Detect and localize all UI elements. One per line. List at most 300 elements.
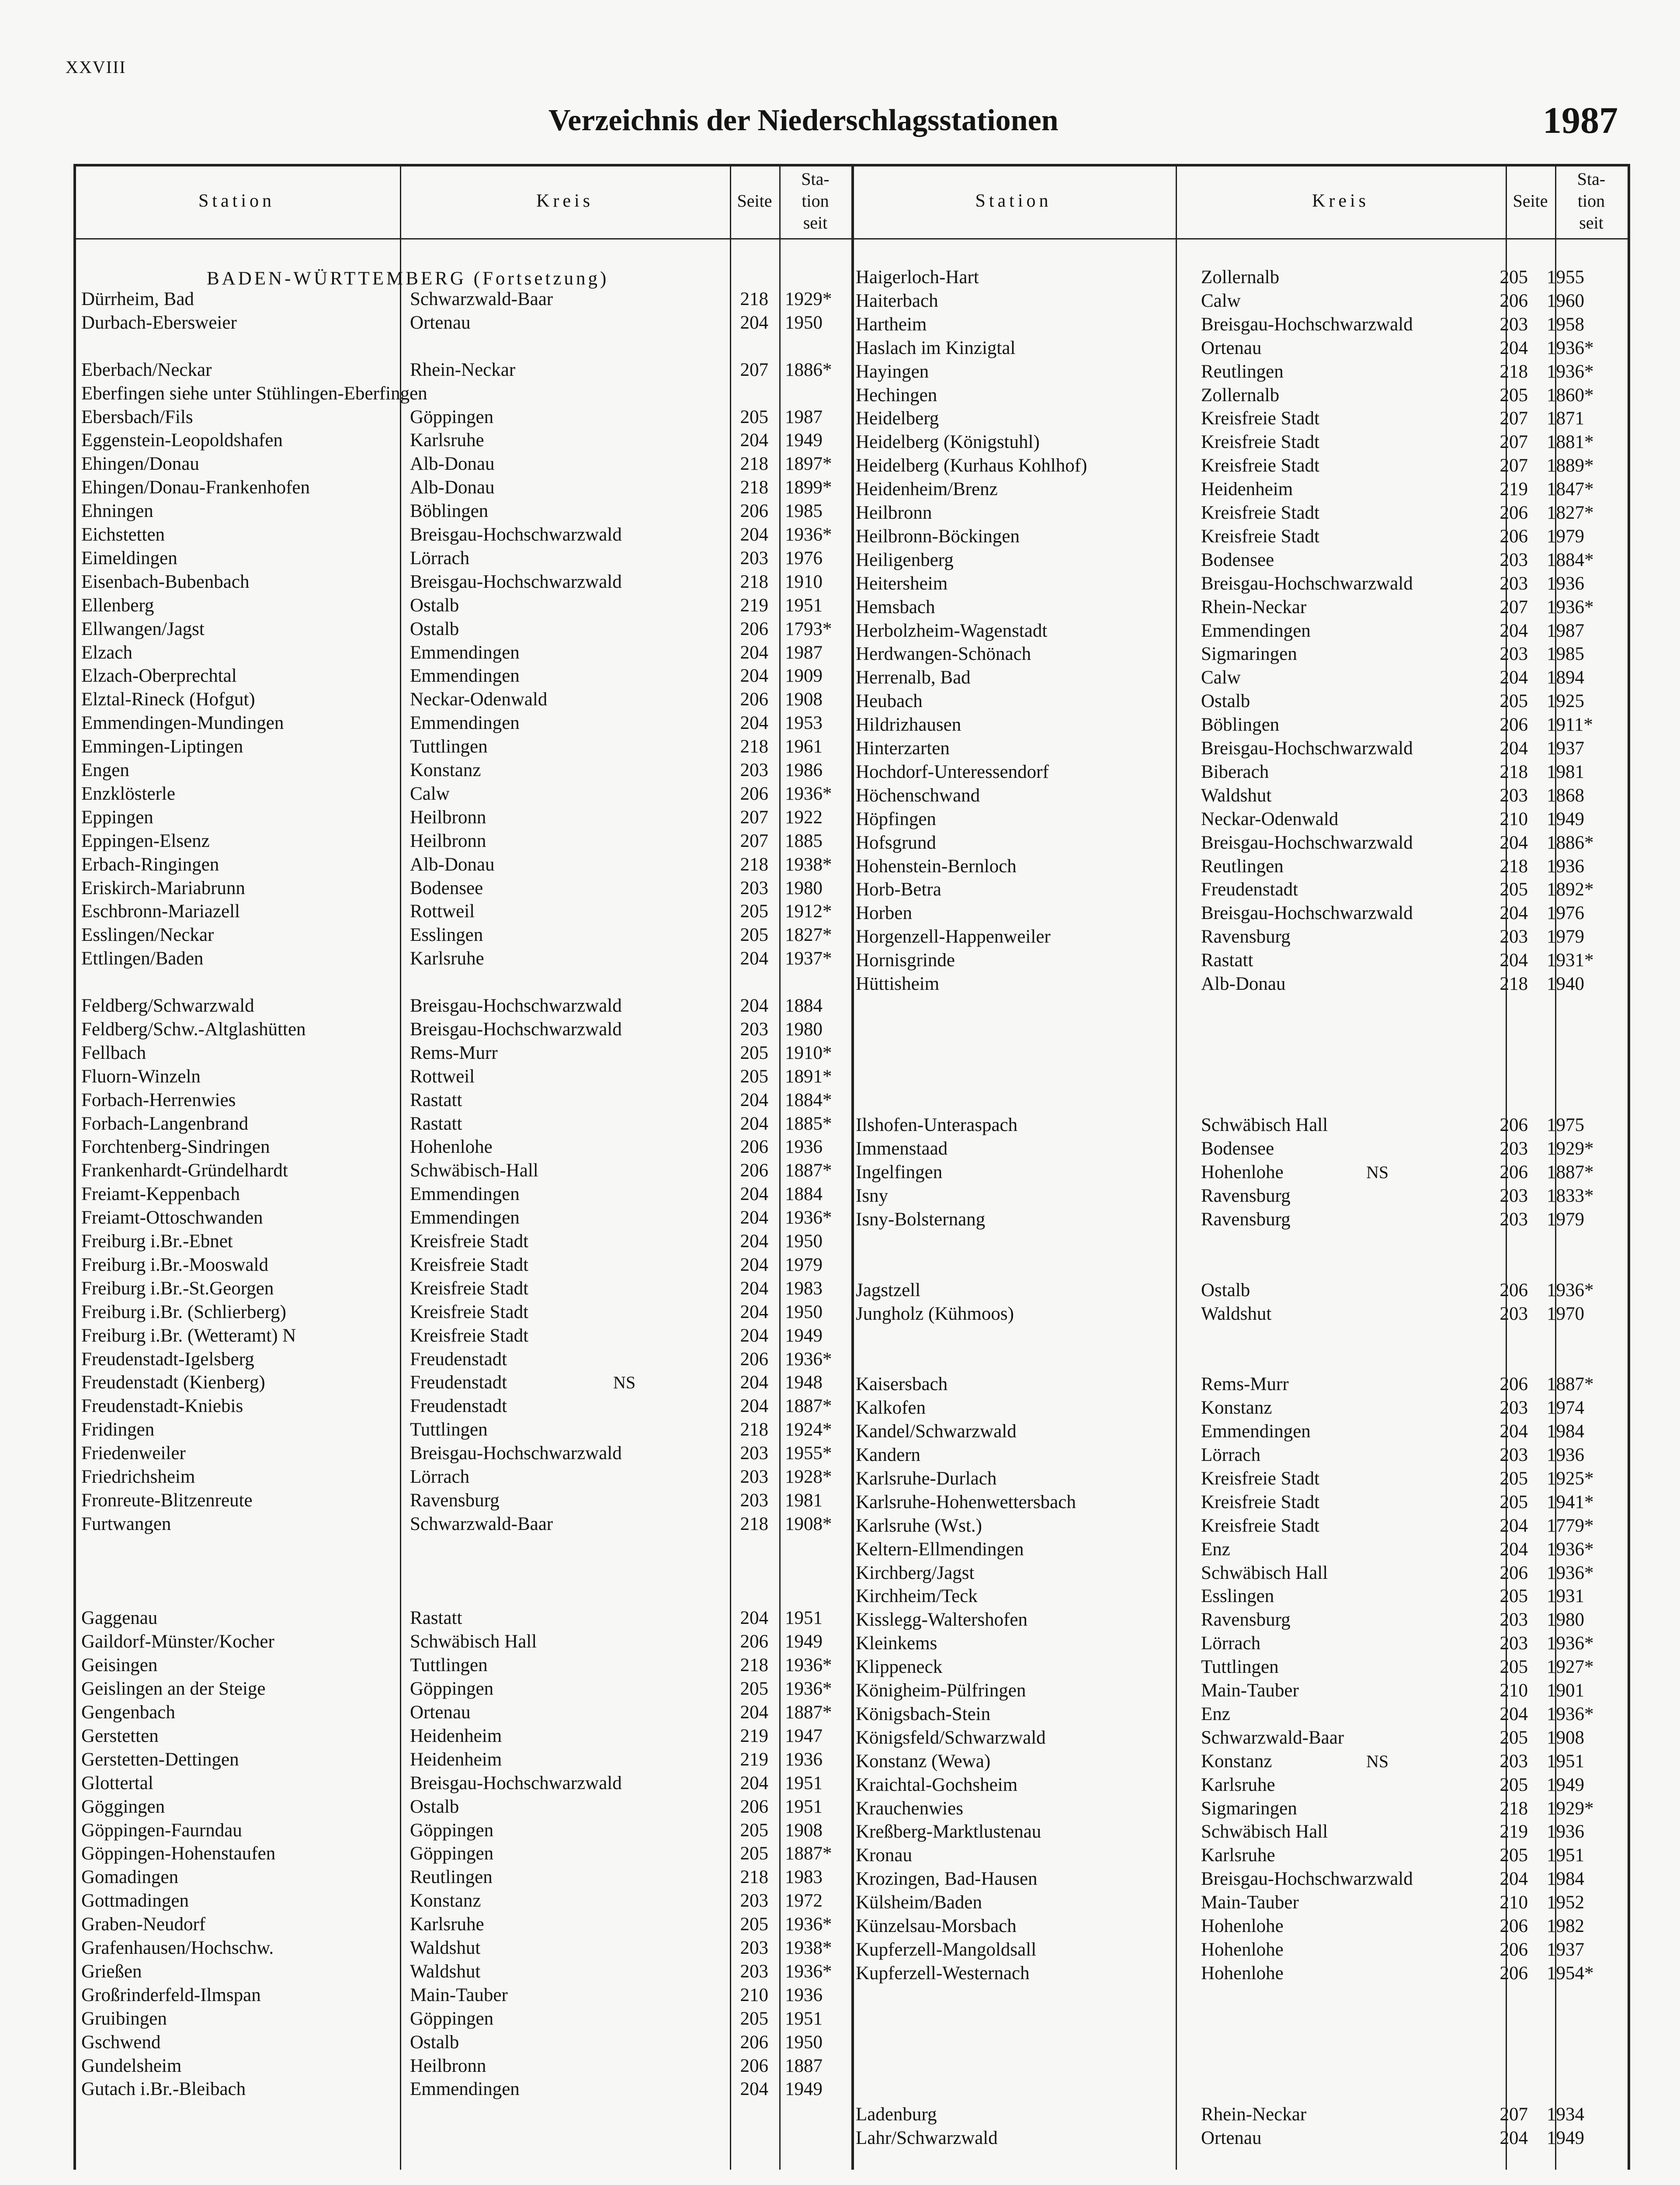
seite-number: 204 (740, 1702, 768, 1723)
kreis-name: Kreisfreie Stadt (1201, 1468, 1320, 1489)
since-year: 1985 (1547, 644, 1584, 665)
since-year: 1975 (1547, 1115, 1584, 1136)
table-row (73, 1489, 851, 1512)
station-name: Kirchheim/Teck (856, 1586, 978, 1607)
kreis-name: Emmendingen (410, 1207, 520, 1228)
station-name: Gundelsheim (81, 2055, 182, 2076)
since-year: 1927* (1547, 1657, 1594, 1678)
since-year: 1948 (785, 1372, 823, 1393)
seite-number: 203 (740, 1490, 768, 1511)
since-year: 1987 (785, 406, 823, 427)
table-row (73, 1371, 851, 1394)
seite-number: 203 (1500, 1138, 1528, 1159)
header-station: Station (198, 191, 275, 211)
kreis-name: Freudenstadt (410, 1349, 507, 1370)
table-row (73, 1135, 851, 1159)
kreis-name: Rastatt (1201, 950, 1253, 971)
station-name: Hechingen (856, 385, 937, 406)
kreis-name: Rastatt (410, 1089, 462, 1110)
station-name: Krauchenwies (856, 1798, 963, 1819)
seite-number: 218 (740, 454, 768, 475)
table-row (73, 1654, 851, 1677)
seite-number: 206 (740, 689, 768, 710)
since-year: 1938* (785, 854, 832, 875)
station-name: Eberbach/Neckar (81, 359, 212, 380)
seite-number: 204 (1500, 1869, 1528, 1890)
seite-number: 206 (1500, 1963, 1528, 1984)
table-row (73, 547, 851, 570)
kreis-name: Schwäbisch Hall (1201, 1115, 1328, 1136)
since-year: 1911* (1547, 714, 1593, 735)
since-year: 1887* (785, 1843, 832, 1864)
since-year: 1936* (1547, 1562, 1594, 1583)
kreis-name: Kreisfreie Stadt (1201, 1515, 1320, 1536)
since-year: 1889* (1547, 455, 1594, 476)
table-row (851, 713, 1629, 737)
since-year: 1936* (1547, 1703, 1594, 1724)
kreis-name: Lörrach (410, 548, 470, 569)
kreis-name: Bodensee (1201, 1138, 1274, 1159)
kreis-name: Kreisfreie Stadt (410, 1325, 529, 1346)
since-year: 1950 (785, 1301, 823, 1322)
kreis-name: Karlsruhe (410, 948, 484, 969)
table-row (73, 1206, 851, 1230)
header-seit-line2: tion (802, 191, 829, 211)
seite-number: 205 (740, 1679, 768, 1699)
station-name: Ladenburg (856, 2104, 937, 2125)
table-row (851, 266, 1629, 289)
since-year: 1955 (1547, 267, 1584, 288)
station-name: Herbolzheim-Wagenstadt (856, 620, 1048, 641)
station-name: Jagstzell (856, 1280, 921, 1301)
station-name: Eriskirch-Mariabrunn (81, 877, 245, 898)
station-name: Kronau (856, 1845, 912, 1866)
seite-number: 218 (1500, 1798, 1528, 1819)
seite-number: 205 (740, 901, 768, 922)
table-row (851, 1302, 1629, 1326)
seite-number: 203 (740, 1443, 768, 1464)
station-name: Haiterbach (856, 290, 938, 311)
since-year: 1951 (1547, 1751, 1584, 1772)
station-name: Geislingen an der Steige (81, 1679, 266, 1699)
since-year: 1979 (785, 1254, 823, 1275)
station-name: Haigerloch-Hart (856, 267, 979, 288)
station-name: Grießen (81, 1961, 142, 1982)
since-year: 1887* (785, 1160, 832, 1181)
since-year: 1936* (785, 1655, 832, 1676)
since-year: 1884 (785, 995, 823, 1016)
kreis-name: Ostalb (410, 1796, 459, 1817)
kreis-name: Breisgau-Hochschwarzwald (1201, 573, 1413, 594)
since-year: 1928* (785, 1467, 832, 1487)
table-row (73, 1041, 851, 1065)
station-name: Esslingen/Neckar (81, 925, 214, 946)
header-kreis: Kreis (1312, 191, 1369, 211)
station-name: Kupferzell-Mangoldsall (856, 1939, 1037, 1960)
kreis-name: Rhein-Neckar (1201, 597, 1307, 617)
seite-number: 205 (1500, 1491, 1528, 1512)
table-row (73, 1889, 851, 1913)
table-row (73, 759, 851, 782)
kreis-name: Main-Tauber (410, 1984, 508, 2005)
since-year: 1958 (1547, 314, 1584, 335)
station-name: Eichstetten (81, 524, 165, 545)
station-name: Forbach-Herrenwies (81, 1089, 236, 1110)
station-name: Göppingen-Faurndau (81, 1820, 242, 1841)
station-name: Eberfingen siehe unter Stühlingen-Eberfingen (81, 383, 427, 404)
since-year: 1979 (1547, 926, 1584, 947)
seite-number: 206 (740, 1631, 768, 1652)
kreis-name: Freudenstadt (1201, 879, 1298, 900)
station-name: Göggingen (81, 1796, 165, 1817)
seite-number: 204 (1500, 1539, 1528, 1560)
kreis-name: Heilbronn (410, 2055, 486, 2076)
kreis-name: Kreisfreie Stadt (1201, 455, 1320, 476)
since-year: 1936* (785, 1914, 832, 1935)
seite-number: 218 (740, 1513, 768, 1534)
table-row (851, 666, 1629, 690)
since-year: 1929* (1547, 1138, 1594, 1159)
since-year: 1885 (785, 830, 823, 851)
kreis-name: Ostalb (410, 595, 459, 616)
station-name: Krozingen, Bad-Hausen (856, 1869, 1038, 1890)
station-name: Höpfingen (856, 808, 936, 829)
header-station-seit (779, 164, 851, 238)
table-row (851, 737, 1629, 760)
kreis-name: Enz (1201, 1539, 1230, 1560)
kreis-name: Schwäbisch Hall (410, 1631, 537, 1652)
seite-number: 203 (1500, 1186, 1528, 1207)
since-year: 1976 (1547, 903, 1584, 924)
station-name: Karlsruhe (Wst.) (856, 1515, 982, 1536)
header-seit-line3: seit (803, 213, 828, 232)
station-name: Ebersbach/Fils (81, 406, 193, 427)
seite-number: 218 (1500, 761, 1528, 782)
since-year: 1908 (785, 689, 823, 710)
station-name: Ehningen (81, 501, 153, 522)
seite-number: 203 (1500, 1398, 1528, 1419)
station-name: Fellbach (81, 1042, 146, 1063)
table-row (73, 1677, 851, 1701)
seite-number: 218 (1500, 361, 1528, 382)
table-row (73, 1253, 851, 1277)
table-row (73, 2031, 851, 2054)
table-row (851, 855, 1629, 878)
seite-number: 219 (740, 595, 768, 616)
table-row (851, 1797, 1629, 1821)
seite-number: 205 (740, 925, 768, 946)
kreis-name: Schwäbisch-Hall (410, 1160, 538, 1181)
kreis-name: Tuttlingen (410, 736, 488, 757)
section-heading: BADEN-WÜRTTEMBERG (Fortsetzung) (207, 268, 609, 289)
station-name: Künzelsau-Morsbach (856, 1916, 1017, 1936)
station-name: Haslach im Kinzigtal (856, 337, 1016, 358)
since-year: 1922 (785, 807, 823, 828)
kreis-name: Rhein-Neckar (1201, 2104, 1307, 2125)
station-name: Eppingen (81, 807, 153, 828)
since-year: 1976 (785, 548, 823, 569)
station-name: Gottmadingen (81, 1890, 189, 1911)
since-year: 1924* (785, 1419, 832, 1440)
since-year: 1892* (1547, 879, 1594, 900)
seite-number: 206 (740, 501, 768, 522)
station-name: Freiburg i.Br. (Wetteramt) N (81, 1325, 296, 1346)
seite-number: 205 (1500, 1586, 1528, 1607)
seite-number: 204 (1500, 1421, 1528, 1442)
since-year: 1987 (785, 642, 823, 663)
station-name: Isny-Bolsternang (856, 1209, 986, 1230)
kreis-name: Emmendingen (410, 666, 520, 687)
station-name: Heidelberg (Königstuhl) (856, 432, 1040, 453)
since-year: 1860* (1547, 385, 1594, 406)
table-row (851, 1161, 1629, 1184)
station-name: Klippeneck (856, 1657, 943, 1678)
header-seite-label: Seite (737, 191, 772, 211)
seite-number: 204 (740, 312, 768, 333)
since-year: 1931* (1547, 950, 1594, 971)
table-row (851, 1608, 1629, 1632)
since-year: 1936* (1547, 1539, 1594, 1560)
table-row (73, 1795, 851, 1819)
table-row (851, 548, 1629, 572)
kreis-name: Rastatt (410, 1608, 462, 1629)
since-year: 1949 (785, 1325, 823, 1346)
station-name: Gaggenau (81, 1608, 158, 1629)
since-year: 1961 (785, 736, 823, 757)
table-row (73, 664, 851, 688)
kreis-name: Ravensburg (1201, 1609, 1291, 1630)
kreis-name: Ortenau (410, 1702, 471, 1723)
seite-number: 207 (740, 807, 768, 828)
station-name: Kraichtal-Gochsheim (856, 1774, 1018, 1795)
kreis-name: Ostalb (410, 618, 459, 639)
table-row (73, 1465, 851, 1489)
seite-number: 204 (740, 1372, 768, 1393)
seite-number: 206 (1500, 1939, 1528, 1960)
table-row (851, 313, 1629, 336)
kreis-name: Hohenlohe (1201, 1963, 1284, 1984)
since-year: 1847* (1547, 479, 1594, 500)
station-name: Kisslegg-Waltershofen (856, 1609, 1027, 1630)
seite-number: 206 (1500, 1562, 1528, 1583)
station-name: Ellwangen/Jagst (81, 618, 205, 639)
station-name: Külsheim/Baden (856, 1892, 982, 1913)
table-row (73, 1772, 851, 1795)
since-year: 1887 (785, 2055, 823, 2076)
station-name: Freiburg i.Br.-Ebnet (81, 1231, 233, 1252)
since-year: 1936 (1547, 1821, 1584, 1842)
since-year: 1984 (1547, 1869, 1584, 1890)
kreis-name: Ortenau (1201, 337, 1262, 358)
station-name: Feldberg/Schwarzwald (81, 995, 254, 1016)
kreis-name: Kreisfreie Stadt (1201, 408, 1320, 429)
table-row (851, 1867, 1629, 1891)
table-row (851, 1844, 1629, 1867)
kreis-name: Enz (1201, 1703, 1230, 1724)
table-row (73, 1301, 851, 1324)
since-year: 1793* (785, 618, 832, 639)
station-name: Hüttisheim (856, 974, 940, 994)
since-year: 1871 (1547, 408, 1584, 429)
table-row (851, 384, 1629, 407)
kreis-name: Breisgau-Hochschwarzwald (1201, 314, 1413, 335)
seite-number: 204 (740, 430, 768, 451)
seite-number: 205 (1500, 1468, 1528, 1489)
seite-number: 205 (1500, 1774, 1528, 1795)
since-year: 1936* (1547, 1633, 1594, 1654)
kreis-name: Alb-Donau (410, 854, 495, 875)
kreis-name: Göppingen (410, 2008, 494, 2029)
station-name: Glottertal (81, 1772, 153, 1793)
table-row (73, 358, 851, 382)
since-year: 1951 (785, 1796, 823, 1817)
since-year: 1972 (785, 1890, 823, 1911)
since-year: 1950 (785, 2032, 823, 2053)
kreis-name: Schwarzwald-Baar (410, 1513, 553, 1534)
kreis-name: Breisgau-Hochschwarzwald (1201, 1869, 1413, 1890)
table-row (73, 2077, 851, 2101)
since-year: 1934 (1547, 2104, 1584, 2125)
header-station: Station (975, 191, 1052, 211)
since-year: 1951 (1547, 1845, 1584, 1866)
seite-number: 204 (1500, 738, 1528, 759)
seite-number: 204 (740, 1089, 768, 1110)
header-seite (1506, 164, 1555, 238)
station-name: Freiburg i.Br.-St.Georgen (81, 1278, 274, 1299)
table-row (851, 1726, 1629, 1750)
seite-number: 205 (1500, 1727, 1528, 1748)
station-name: Emmingen-Liptingen (81, 736, 243, 757)
seite-number: 203 (1500, 1303, 1528, 1324)
kreis-name: Freudenstadt (410, 1372, 507, 1393)
seite-number: 204 (740, 1207, 768, 1228)
table-row (851, 690, 1629, 713)
table-row (851, 1820, 1629, 1844)
kreis-name: Breisgau-Hochschwarzwald (410, 524, 622, 545)
seite-number: 203 (1500, 1751, 1528, 1772)
seite-number: 203 (740, 548, 768, 569)
table-row (73, 1065, 851, 1089)
table-row (73, 947, 851, 971)
kreis-name: Rottweil (410, 1066, 475, 1087)
seite-number: 218 (740, 289, 768, 309)
since-year: 1950 (785, 1231, 823, 1252)
seite-number: 203 (1500, 1633, 1528, 1654)
kreis-name: Konstanz (410, 1890, 481, 1911)
seite-number: 205 (740, 1843, 768, 1864)
seite-number: 204 (1500, 1703, 1528, 1724)
table-row (851, 1538, 1629, 1561)
since-year: 1894 (1547, 667, 1584, 688)
seite-number: 203 (740, 1019, 768, 1040)
station-name: Freudenstadt-Igelsberg (81, 1349, 254, 1370)
station-name: Immenstaad (856, 1138, 948, 1159)
since-year: 1936 (785, 1984, 823, 2005)
since-year: 1984 (1547, 1421, 1584, 1442)
station-name: Heubach (856, 691, 923, 712)
station-name: Ehingen/Donau-Frankenhofen (81, 477, 310, 498)
since-year: 1891* (785, 1066, 832, 1087)
station-name: Gutach i.Br.-Bleibach (81, 2079, 246, 2100)
station-name: Freiburg i.Br. (Schlierberg) (81, 1301, 286, 1322)
station-name: Eppingen-Elsenz (81, 830, 210, 851)
kreis-name: Neckar-Odenwald (410, 689, 548, 710)
seite-number: 203 (740, 1467, 768, 1487)
page-year: 1987 (1543, 99, 1618, 141)
since-year: 1960 (1547, 290, 1584, 311)
station-name: Karlsruhe-Durlach (856, 1468, 997, 1489)
kreis-name: Waldshut (1201, 785, 1272, 806)
kreis-name: Lörrach (1201, 1445, 1261, 1465)
table-row (851, 478, 1629, 501)
seite-number: 206 (740, 1137, 768, 1158)
kreis-name: Göppingen (410, 406, 494, 427)
station-name: Gomadingen (81, 1867, 179, 1888)
since-year: 1951 (785, 595, 823, 616)
seite-number: 205 (740, 406, 768, 427)
since-year: 1897* (785, 454, 832, 475)
kreis-name: Ostalb (1201, 691, 1250, 712)
station-name: Heidenheim/Brenz (856, 479, 998, 500)
seite-number: 218 (740, 736, 768, 757)
table-row (73, 1394, 851, 1418)
kreis-name: Reutlingen (1201, 856, 1284, 877)
since-year: 1779* (1547, 1515, 1594, 1536)
kreis-name: Heidenheim (1201, 479, 1293, 500)
since-year: 1827* (1547, 503, 1594, 523)
since-year: 1983 (785, 1278, 823, 1299)
seite-number: 203 (1500, 644, 1528, 665)
since-year: 1886* (785, 359, 832, 380)
station-name: Horben (856, 903, 912, 924)
seite-number: 205 (740, 1914, 768, 1935)
table-row (851, 1773, 1629, 1797)
table-row (73, 1724, 851, 1748)
station-name: Gerstetten-Dettingen (81, 1749, 239, 1770)
table-row (851, 2126, 1629, 2150)
since-year: 1987 (1547, 620, 1584, 641)
seite-number: 203 (1500, 314, 1528, 335)
since-year: 1950 (785, 312, 823, 333)
kreis-name: Zollernalb (1201, 267, 1280, 288)
seite-number: 206 (1500, 526, 1528, 547)
kreis-name: Heidenheim (410, 1749, 502, 1770)
seite-number: 207 (1500, 597, 1528, 617)
since-year: 1947 (785, 1725, 823, 1746)
seite-number: 206 (740, 2055, 768, 2076)
table-row (851, 925, 1629, 949)
station-table (73, 164, 1629, 2170)
kreis-name: Breisgau-Hochschwarzwald (410, 571, 622, 592)
kreis-name: Emmendingen (410, 713, 520, 734)
seite-number: 206 (1500, 714, 1528, 735)
table-row (851, 1914, 1629, 1938)
since-year: 1936* (1547, 337, 1594, 358)
station-name: Forchtenberg-Sindringen (81, 1137, 270, 1158)
station-name: Ingelfingen (856, 1162, 943, 1183)
table-row (851, 1208, 1629, 1231)
header-seit-line1: Sta- (801, 169, 830, 189)
table-row (851, 1373, 1629, 1396)
kreis-name: Calw (1201, 667, 1241, 688)
kreis-name: Karlsruhe (410, 1914, 484, 1935)
since-year: 1827* (785, 925, 832, 946)
kreis-name: Kreisfreie Stadt (410, 1231, 529, 1252)
since-year: 1884* (1547, 549, 1594, 570)
kreis-name: Tuttlingen (410, 1655, 488, 1676)
station-name: Königheim-Pülfringen (856, 1680, 1026, 1701)
table-row (73, 688, 851, 711)
